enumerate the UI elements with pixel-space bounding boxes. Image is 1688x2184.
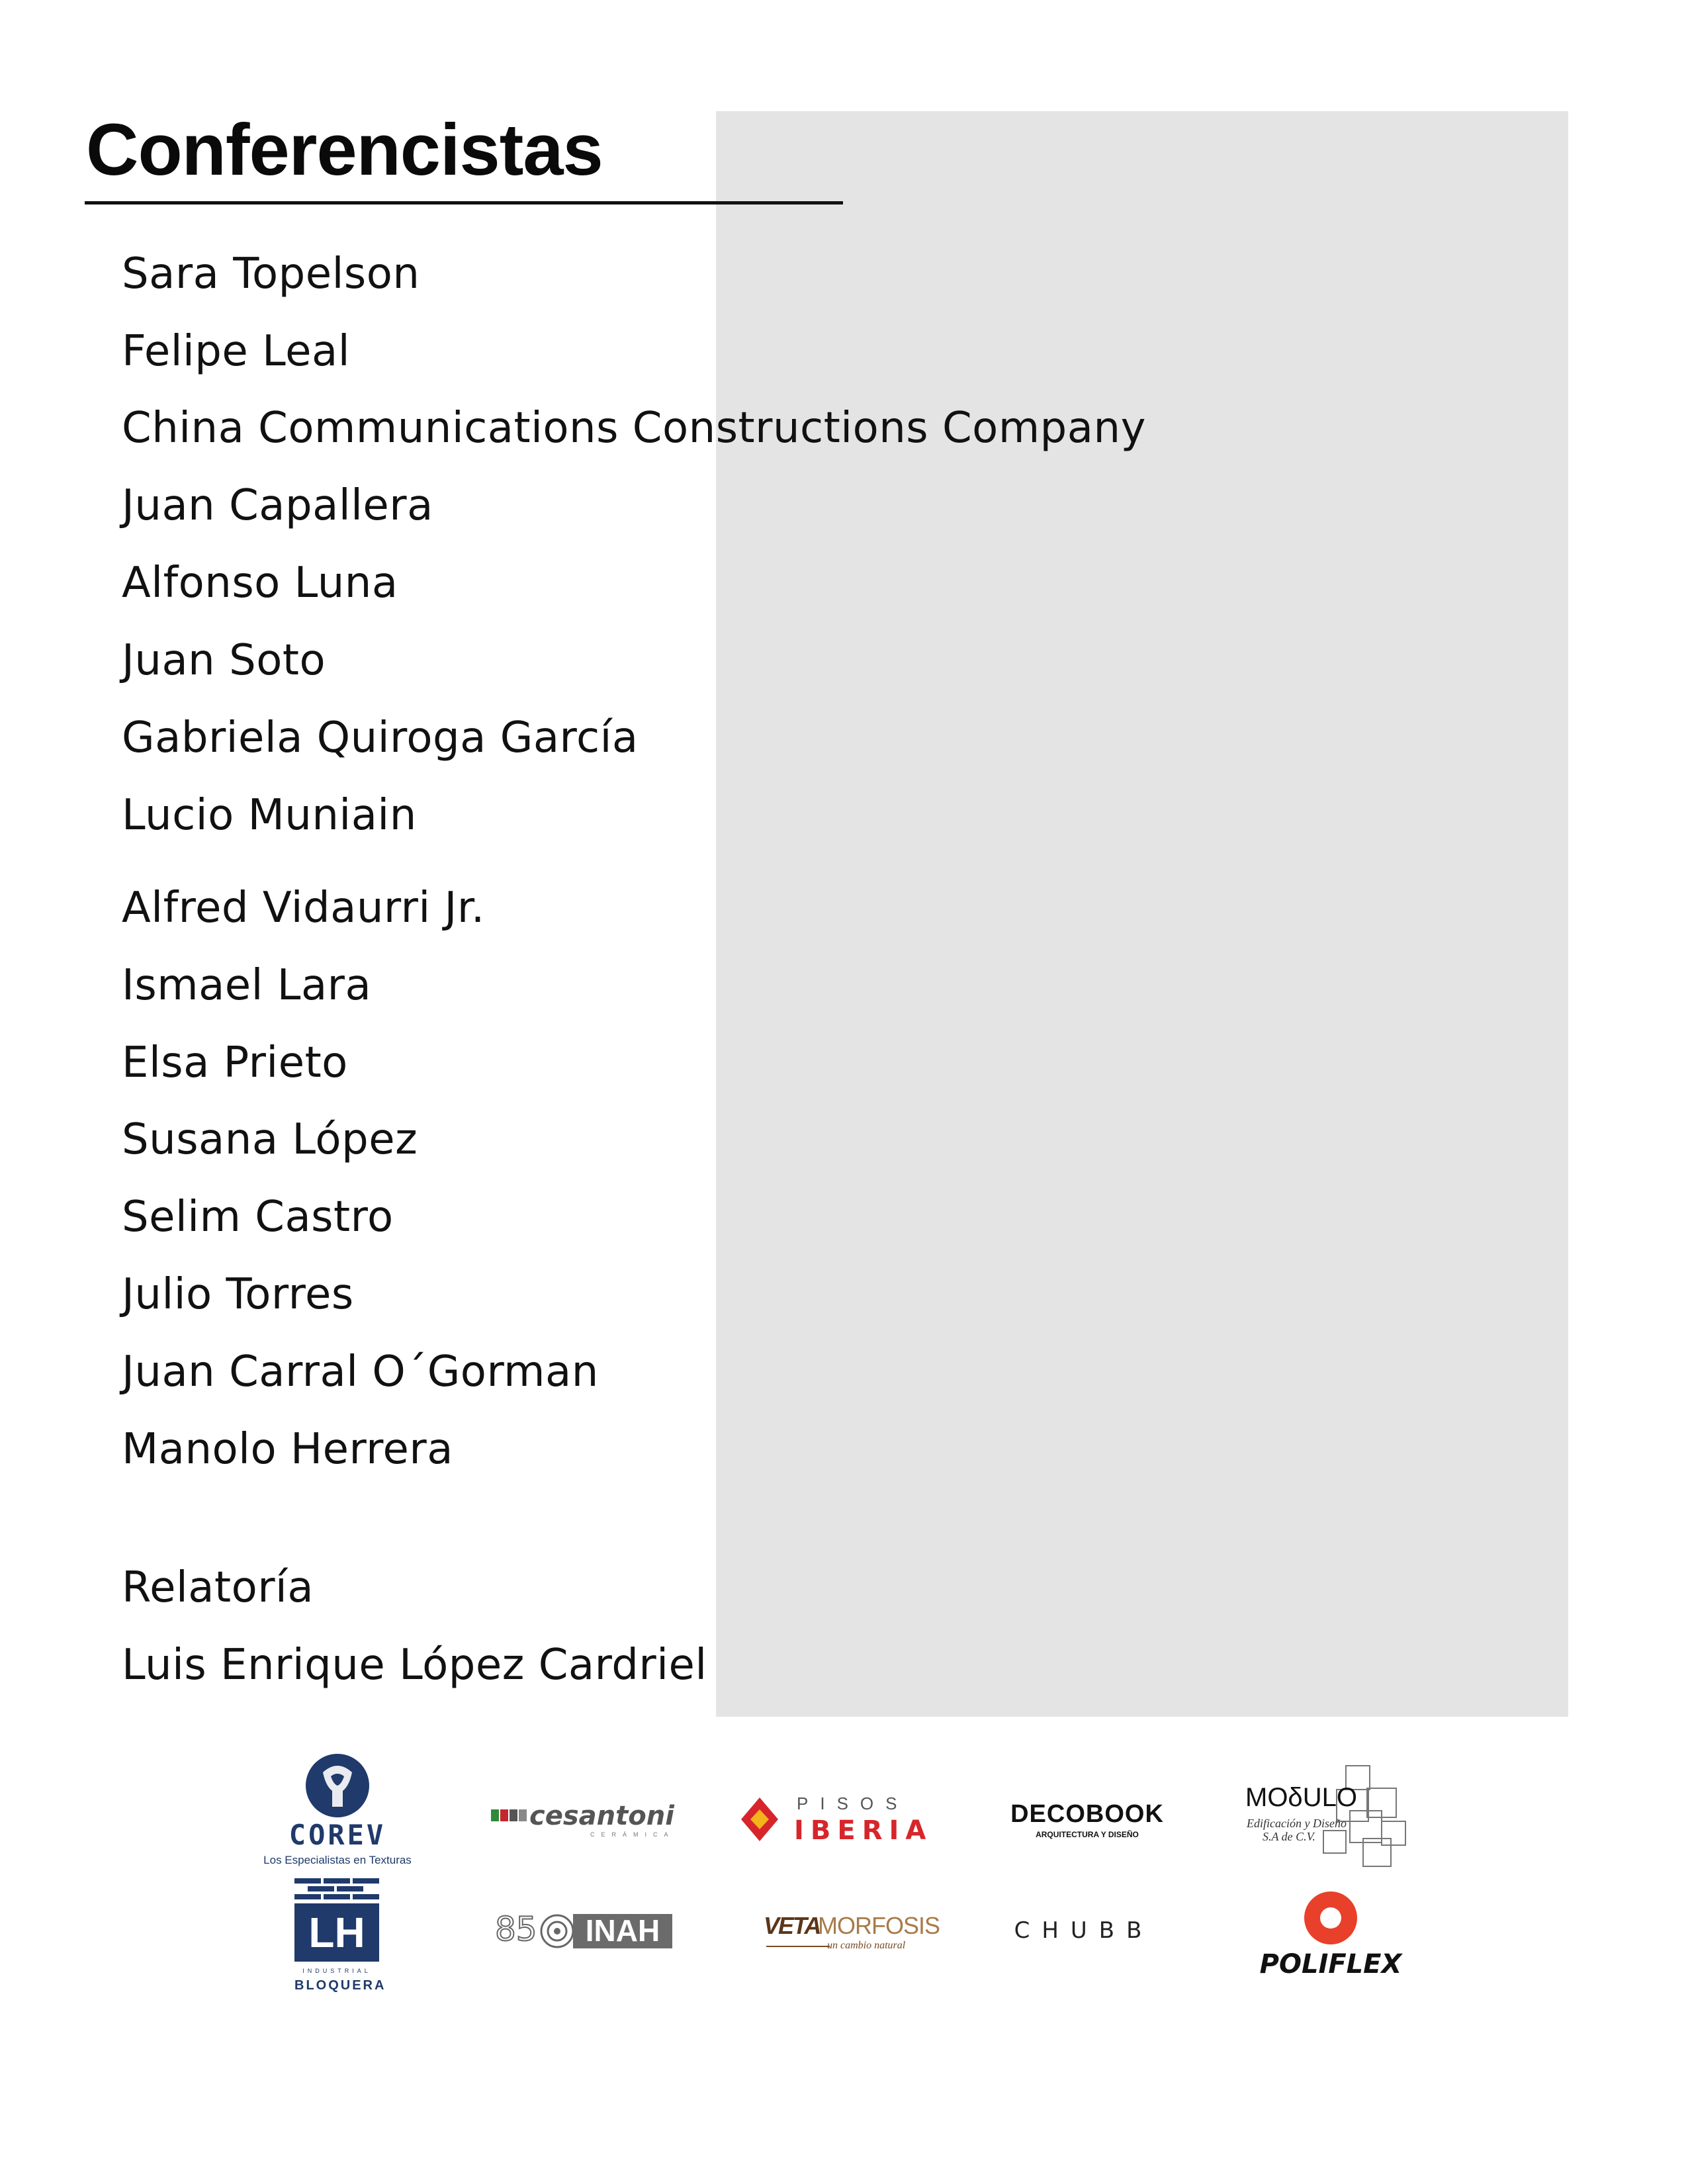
poliflex-name: POLIFLEX [1259,1949,1402,1979]
relatoria-label: Relatoría [122,1563,314,1612]
gray-panel [716,111,1568,1717]
corev-tagline: Los Especialistas en Texturas [263,1854,412,1866]
chubb-name: CHUBB [1014,1917,1154,1944]
speaker-name: Ismael Lara [122,961,372,1010]
speaker-name: Manolo Herrera [122,1425,453,1474]
lh-bloquera-logo [291,1878,384,1995]
corev-lion-icon [265,1752,410,1819]
lh-sub1: INDUSTRIAL [302,1968,371,1974]
title-underline [85,201,843,205]
vetamorfosis-veta: VETA [764,1912,821,1939]
lh-bricks-icon [294,1878,380,1901]
speaker-name: Juan Soto [122,636,326,685]
lh-sub2: BLOQUERA [294,1978,386,1993]
relatoria-name: Luis Enrique López Cardriel [122,1641,707,1690]
decobook-sub: ARQUITECTURA Y DISEÑO [1036,1830,1139,1839]
speaker-name: Juan Carral O´Gorman [122,1347,599,1396]
poliflex-ring-icon [1303,1890,1358,1946]
speaker-name: Gabriela Quiroga García [122,713,639,762]
cesantoni-stripes-icon [491,1807,528,1824]
speaker-name: Julio Torres [122,1270,354,1319]
decobook-logo [998,1800,1177,1840]
lh-name: LH [308,1909,365,1956]
speaker-name: Selim Castro [122,1193,394,1242]
modulo-sub1: Edificación y Diseño [1247,1817,1347,1830]
inah-logo [495,1911,674,1951]
iberia-name: IBERIA [794,1815,933,1846]
inah-name: INAH [585,1913,660,1948]
cesantoni-logo [491,1800,689,1840]
chubb-logo [998,1918,1170,1947]
iberia-diamond-icon [740,1796,779,1843]
speaker-name: Lucio Muniain [122,791,417,840]
modulo-logo [1244,1764,1423,1870]
speaker-name: Sara Topelson [122,250,420,298]
speaker-name: Felipe Leal [122,327,350,376]
decobook-name: DECOBOOK [1010,1800,1164,1828]
modulo-sub2: S.A de C.V. [1263,1830,1315,1843]
inah-number: 85 [495,1910,537,1948]
corev-name: COREV [289,1819,386,1851]
page-title: Conferencistas [86,109,603,191]
speaker-name: Alfonso Luna [122,559,398,608]
vetamorfosis-logo [764,1910,940,1956]
speaker-name: China Communications Constructions Company [122,404,1146,453]
poliflex-logo [1248,1890,1413,1983]
iberia-top: PISOS [797,1794,909,1813]
iberia-logo [740,1791,933,1848]
inah-emblem-icon [540,1914,574,1948]
corev-logo [265,1752,410,1872]
speaker-name: Alfred Vidaurri Jr. [122,884,485,933]
speaker-name: Juan Capallera [122,481,433,530]
speaker-name: Elsa Prieto [122,1038,348,1087]
modulo-name: MOδULO [1245,1783,1357,1812]
cesantoni-sub: CERÁMICA [590,1831,675,1838]
vetamorfosis-morfosis: MORFOSIS [818,1912,940,1939]
vetamorfosis-rule [766,1946,830,1947]
vetamorfosis-sub: un cambio natural [827,1940,906,1951]
speaker-name: Susana López [122,1115,418,1164]
cesantoni-name: cesantoni [529,1801,674,1831]
